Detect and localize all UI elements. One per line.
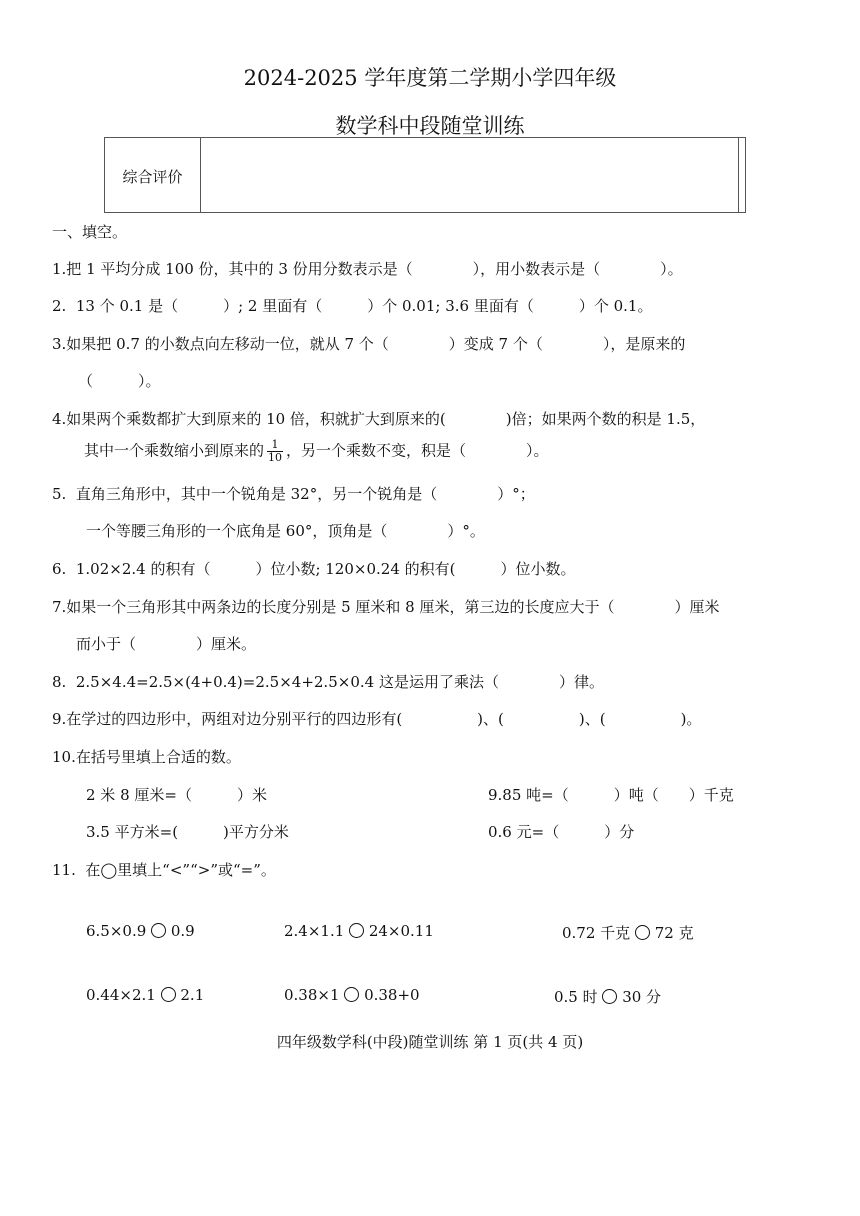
question-5-line1: 5. 直角三角形中，其中一个锐角是 32°，另一个锐角是（ ）°； [52,485,535,503]
compare-item-2 [284,922,434,940]
question-6: 6. 1.02×2.4 的积有（ ）位小数; 120×0.24 的积有( ）位小数。 [52,560,576,578]
question-3-line1: 3.如果把 0.7 的小数点向左移动一位，就从 7 个（ ）变成 7 个（ ），是原来的 [52,335,686,353]
compare-left: 6.5×0.9 [86,922,147,940]
section-heading-fill-blank: 一、填空。 [52,223,128,241]
question-10-item-1: 2 米 8 厘米=（ ）米 [86,786,267,804]
compare-item-1 [86,922,195,940]
question-10-item-4: 0.6 元=（ ）分 [488,823,635,841]
compare-circle[interactable] [151,923,166,938]
page-title-line2: 数学科中段随堂训练 [335,114,525,138]
question-4-line2-b: ，另一个乘数不变，积是（ ）。 [286,441,549,460]
question-10-item-3: 3.5 平方米=( )平方分米 [86,823,289,841]
evaluation-divider [200,138,201,212]
compare-right: 0.38+0 [364,986,420,1004]
page-title-line1: 2024-2025 学年度第二学期小学四年级 [243,66,617,90]
compare-right: 72 克 [654,924,694,942]
compare-right: 0.9 [170,922,195,940]
question-4-line1: 4.如果两个乘数都扩大到原来的 10 倍，积就扩大到原来的( )倍；如果两个数的积是 1.5， [52,410,706,428]
question-5-line2: 一个等腰三角形的一个底角是 60°，顶角是（ ）°。 [86,522,485,540]
compare-left: 0.5 时 [554,988,598,1006]
evaluation-inner-border [738,138,739,212]
fraction-numerator: 1 [267,439,283,452]
compare-item-5 [284,986,420,1004]
compare-right: 2.1 [180,986,205,1004]
compare-left: 0.38×1 [284,986,340,1004]
question-10: 10.在括号里填上合适的数。 [52,748,241,766]
question-3-line2: （ ）。 [78,372,161,390]
compare-circle[interactable] [349,923,364,938]
question-4-line2-a: 其中一个乘数缩小到原来的 [84,441,265,460]
compare-right: 30 分 [622,988,662,1006]
compare-circle[interactable] [602,989,617,1004]
question-4-line2 [84,439,549,464]
question-10-item-2: 9.85 吨=（ ）吨（ ）千克 [488,786,734,804]
question-1: 1.把 1 平均分成 100 份，其中的 3 份用分数表示是（ ），用小数表示是（ ）。 [52,260,683,278]
question-9: 9.在学过的四边形中，两组对边分别平行的四边形有( )、( )、( )。 [52,710,702,728]
question-7-line2: 而小于（ ）厘米。 [76,635,257,653]
evaluation-box [104,137,746,213]
question-8: 8. 2.5×4.4=2.5×(4+0.4)=2.5×4+2.5×0.4 这是运用了乘法（ ）律。 [52,673,604,691]
compare-item-3 [562,922,694,943]
question-7-line1: 7.如果一个三角形其中两条边的长度分别是 5 厘米和 8 厘米，第三边的长度应大于（ ）厘米 [52,598,720,616]
question-2: 2. 13 个 0.1 是（ ）; 2 里面有（ ）个 0.01; 3.6 里面有（ ）个 0.1。 [52,297,653,315]
compare-left: 2.4×1.1 [284,922,345,940]
compare-left: 0.44×2.1 [86,986,156,1004]
compare-item-4 [86,986,204,1004]
compare-left: 0.72 千克 [562,924,631,942]
evaluation-label: 综合评价 [122,168,183,186]
fraction-one-tenth [267,439,283,464]
page-footer: 四年级数学科(中段)随堂训练 第 1 页(共 4 页) [276,1033,584,1051]
question-11: 11. 在◯里填上“<”“>”或“=”。 [52,861,276,879]
compare-right: 24×0.11 [368,922,434,940]
compare-circle[interactable] [635,925,650,940]
compare-circle[interactable] [344,987,359,1002]
compare-circle[interactable] [161,987,176,1002]
fraction-denominator: 10 [268,451,283,464]
compare-item-6 [554,986,661,1007]
